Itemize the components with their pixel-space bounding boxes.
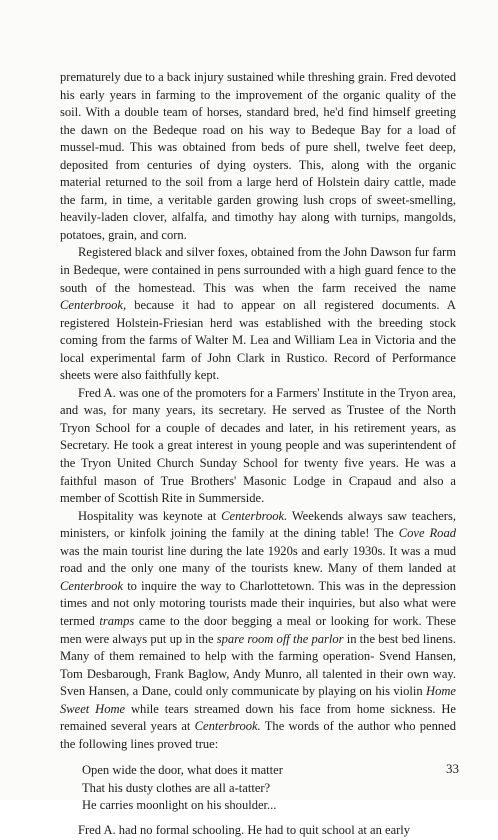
text-run: because it had to appear on all registered documents. A registered Holstein-Friesian herd was established with the breeding stock coming from the farms of Walter M. Lea and William Lea in Victoria and the local experimental farm of John Clark in Rustico. Record of Performance sheets were also faithfully kept. [60,298,456,383]
italic-text: Centerbrook. [194,719,261,734]
verse-line-2: That his dusty clothes are all a-tatter? [82,780,271,795]
verse-line-3: He carries moonlight on his shoulder... [82,798,277,813]
text-run: prematurely due to a back injury sustained while threshing grain. Fred devoted his early years in farming to the improvement of the organic quality of the soil. With a double team of horses, standard bred, he'd find himself greeting the dawn on the Bedeque road on his way to Bedeque Bay for a load of mussel-mud. This was obtained from beds of pure shell, twelve feet deep, deposited from centuries of dying oysters. This, along with the organic material returned to the soil from a large herd of Holstein dairy cattle, made the farm, in time, a veritable garden growing lush crops of sweet-smelling, heavily-laden clover, alfalfa, and timothy hay along with turnips, mangolds, potatoes, grain, and corn. [60,70,456,242]
italic-text: spare room off the parlor [216,631,344,646]
text-run: was the main tourist line during the late 1920s and early 1930s. It was a mud road and the only one many of the tourists knew. Many of them landed at [60,543,456,576]
italic-text: Home Sweet Home [60,684,456,716]
verse-line-1: Open wide the door, what does it matter [82,763,283,778]
italic-text: Centerbrook. [221,508,288,523]
verse-quote [82,762,456,815]
paragraph-5: Fred A. had no formal schooling. He had to quit school at an early [78,822,411,837]
italic-text: tramps [99,613,135,628]
text-run: Registered black and silver foxes, obtained from the John Dawson fur farm in Bedeque, were contained in pens surrounded with a high guard fence to the south of the homestead. This was when the farm received the name [60,245,456,295]
text-run: Hospitality was keynote at [78,508,222,523]
text-run: Weekends always saw teachers, ministers, or kinfolk joining the family at the dining table! The [60,508,456,541]
paragraph-4 [60,508,456,754]
page-number: 33 [446,761,459,776]
italic-text: Cove Road [398,526,456,541]
body-text [60,69,456,840]
text-run: while tears streamed down his face from home sickness. He remained several years at [60,701,456,734]
text-run: in the best bed linens. Many of them remained to help with the farming operation- Svend Hansen, Tom Desbarough, Frank Baglow, Andy Munro, all talented in their own way. Sven Hansen, a Dane, could only communicate by playing on his violin [60,631,456,699]
italic-text: Centerbrook [60,578,123,593]
text-run: Fred A. was one of the promoters for a Farmers' Institute in the Tryon area, and was, for many years, its secretary. He served as Trustee of the North Tryon School for a couple of decades and later, in his retirement years, as Secretary. He took a great interest in young people and was superintendent of the Tryon United Church Sunday School for twenty five years. He was a faithful mason of True Brothers' Masonic Lodge in Crapaud and also a member of Scottish Rite in Summerside. [60,385,456,506]
italic-text: Centerbrook, [60,298,127,313]
text-run: The words of the author who penned the following lines proved true: [60,719,456,751]
text-run: came to the door begging a meal or looking for work. These men were always put up in the [60,613,456,646]
paragraph-2 [60,244,456,384]
paragraph-1 [60,69,456,244]
paragraph-3 [60,385,456,508]
text-run: to inquire the way to Charlottetown. This was in the depression times and not only motoring tourists made their inquiries, but also what were termed [60,578,456,628]
